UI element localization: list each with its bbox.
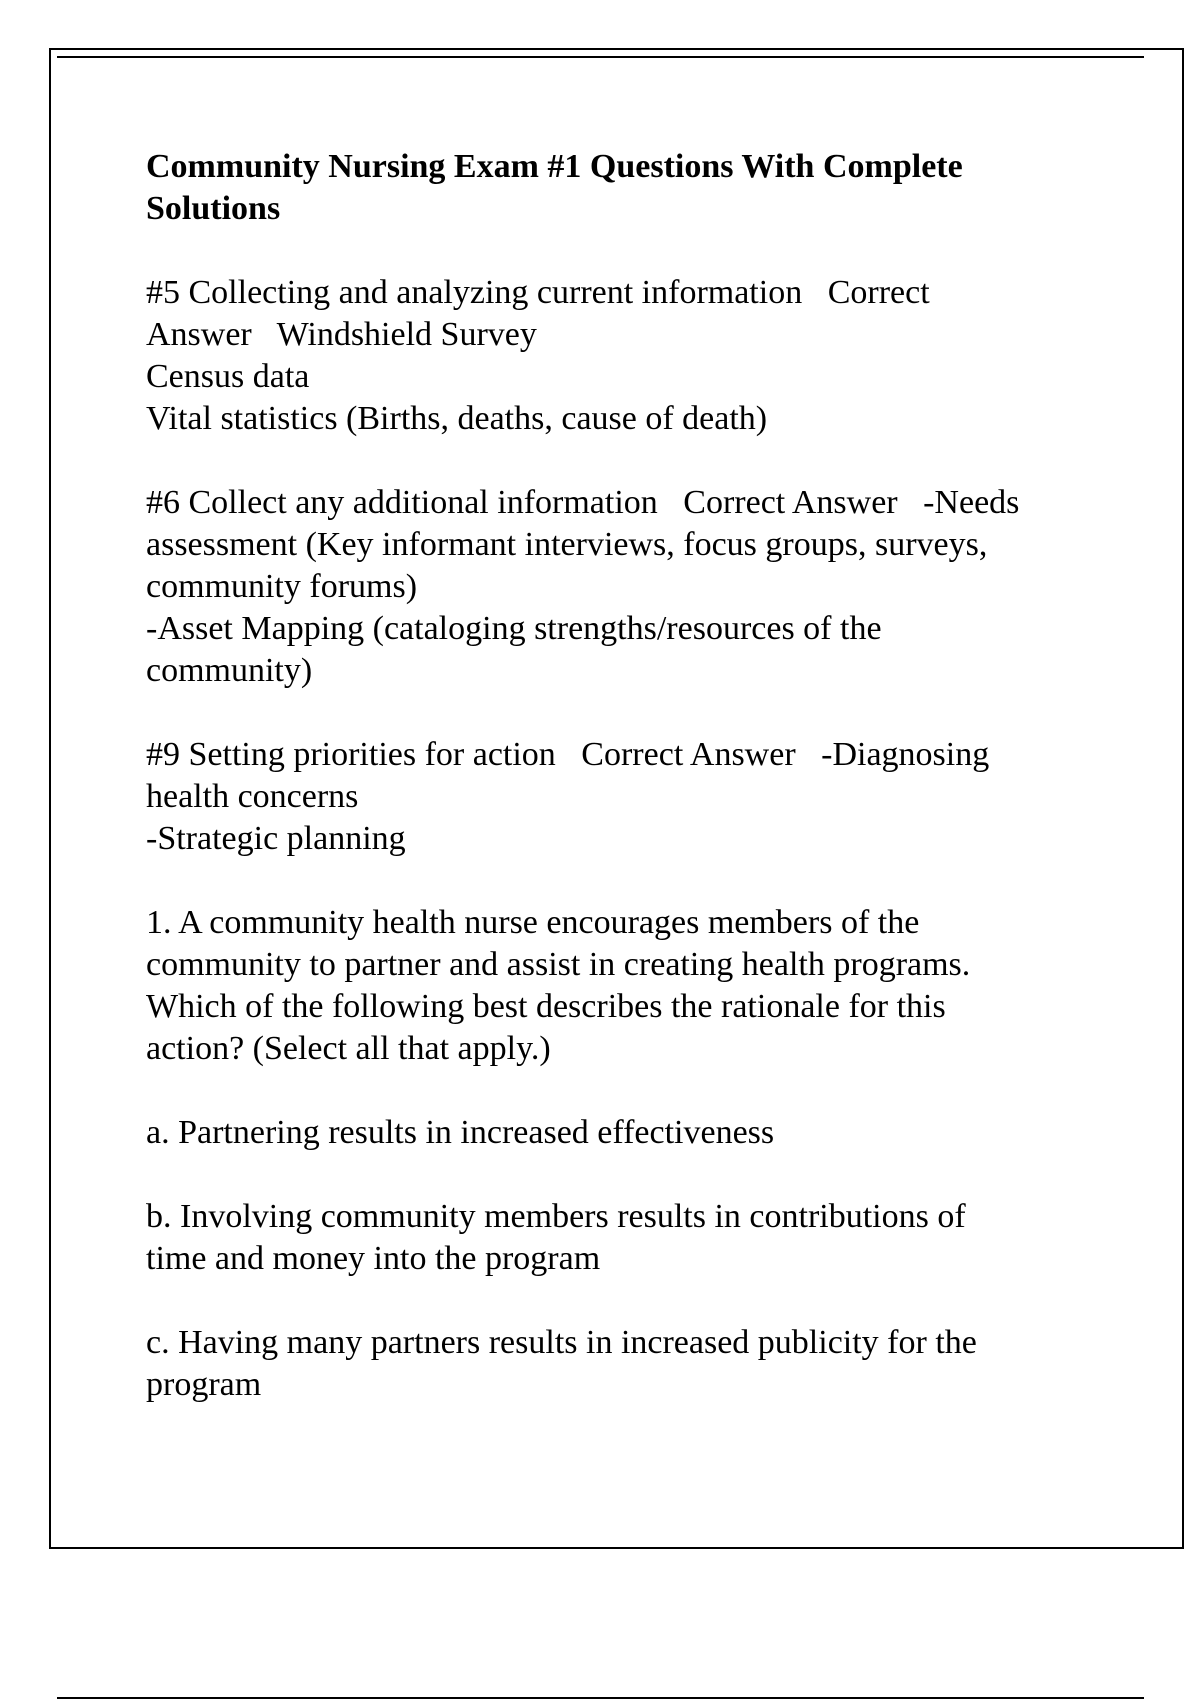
- qa-item-5: [146, 272, 1106, 440]
- text-line: Answer Windshield Survey: [146, 316, 537, 353]
- title-line: Solutions: [146, 190, 281, 227]
- text-line: program: [146, 1366, 262, 1403]
- option-b: [146, 1196, 1106, 1280]
- text-line: -Strategic planning: [146, 820, 406, 857]
- document-title: [146, 146, 1106, 230]
- text-line: 1. A community health nurse encourages members of the: [146, 904, 920, 941]
- text-line: assessment (Key informant interviews, focus groups, surveys,: [146, 526, 988, 563]
- qa-item-6: [146, 482, 1106, 692]
- text-line: a. Partnering results in increased effectiveness: [146, 1114, 775, 1151]
- option-c: [146, 1322, 1106, 1406]
- text-line: Which of the following best describes the rationale for this: [146, 988, 946, 1025]
- option-a: [146, 1112, 1106, 1154]
- text-line: #6 Collect any additional information Correct Answer -Needs: [146, 484, 1020, 521]
- text-line: health concerns: [146, 778, 359, 815]
- text-line: b. Involving community members results in contributions of: [146, 1198, 966, 1235]
- text-line: Census data: [146, 358, 310, 395]
- question-1: [146, 902, 1106, 1070]
- text-line: c. Having many partners results in increased publicity for the: [146, 1324, 977, 1361]
- bottom-rule: [57, 1697, 1144, 1699]
- text-line: #5 Collecting and analyzing current information Correct: [146, 274, 930, 311]
- text-line: community forums): [146, 568, 418, 605]
- document-body: [146, 146, 1106, 1448]
- title-line: Community Nursing Exam #1 Questions With Complete: [146, 148, 963, 185]
- text-line: -Asset Mapping (cataloging strengths/resources of the: [146, 610, 882, 647]
- text-line: time and money into the program: [146, 1240, 601, 1277]
- qa-item-9: [146, 734, 1106, 860]
- top-rule: [57, 56, 1144, 58]
- text-line: action? (Select all that apply.): [146, 1030, 551, 1067]
- text-line: #9 Setting priorities for action Correct Answer -Diagnosing: [146, 736, 990, 773]
- text-line: community to partner and assist in creating health programs.: [146, 946, 971, 983]
- text-line: Vital statistics (Births, deaths, cause of death): [146, 400, 768, 437]
- text-line: community): [146, 652, 313, 689]
